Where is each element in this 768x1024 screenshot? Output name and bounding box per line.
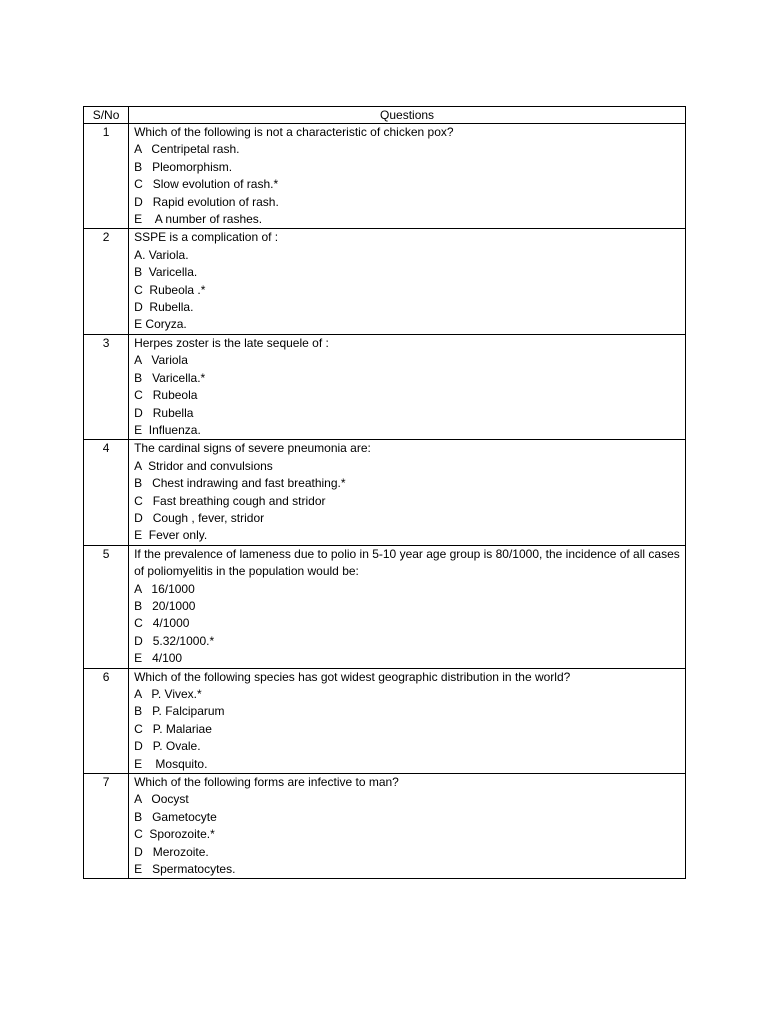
answer-option: A Centripetal rash. [134, 142, 240, 157]
answer-option: D Rapid evolution of rash. [134, 194, 279, 209]
answer-option: C Slow evolution of rash.* [134, 177, 279, 192]
question-number: 4 [84, 440, 129, 545]
answer-option: E 4/100 [134, 651, 183, 666]
answer-option: A 16/1000 [134, 581, 195, 596]
question-text: Which of the following species has got widest geographic distribution in the world? [134, 669, 571, 684]
question-row [84, 774, 686, 879]
header-questions: Questions [129, 107, 686, 124]
question-row [84, 124, 686, 229]
question-text: Which of the following is not a characteristic of chicken pox? [134, 125, 454, 139]
answer-option: D Rubella. [134, 300, 194, 315]
answer-option: A Oocyst [134, 792, 189, 807]
question-cell [129, 124, 686, 229]
answer-option: B Pleomorphism. [134, 159, 233, 174]
header-sno: S/No [84, 107, 129, 124]
answer-option: B Chest indrawing and fast breathing.* [134, 476, 346, 491]
answer-option: E Influenza. [134, 422, 201, 437]
question-row [84, 334, 686, 439]
answer-option: C Rubeola [134, 388, 198, 403]
answer-option: E Mosquito. [134, 756, 208, 771]
answer-option: A Variola [134, 353, 188, 368]
answer-option: B 20/1000 [134, 598, 196, 613]
question-number: 5 [84, 545, 129, 668]
answer-option: E Fever only. [134, 528, 208, 543]
question-row [84, 668, 686, 773]
question-number: 6 [84, 668, 129, 773]
answer-option: B Varicella.* [134, 370, 206, 385]
question-text: Herpes zoster is the late sequele of : [134, 335, 329, 350]
question-row [84, 440, 686, 545]
question-row [84, 229, 686, 334]
answer-option: C Rubeola .* [134, 282, 206, 297]
header-row [84, 107, 686, 124]
question-number: 3 [84, 334, 129, 439]
question-cell [129, 668, 686, 773]
answer-option: C P. Malariae [134, 721, 212, 736]
answer-option: E Coryza. [134, 317, 187, 332]
answer-option: B Gametocyte [134, 809, 217, 824]
questions-body [84, 124, 686, 879]
answer-option: E Spermatocytes. [134, 862, 236, 877]
question-text: Which of the following forms are infective to man? [134, 775, 399, 790]
answer-option: B P. Falciparum [134, 704, 225, 719]
answer-option: A. Variola. [134, 247, 189, 262]
question-number: 1 [84, 124, 129, 229]
question-cell [129, 440, 686, 545]
answer-option: D Rubella [134, 405, 194, 420]
answer-option: C Sporozoite.* [134, 827, 215, 842]
answer-option: A Stridor and convulsions [134, 458, 273, 473]
question-text: SSPE is a complication of : [134, 230, 279, 245]
question-cell [129, 545, 686, 668]
answer-option: E A number of rashes. [134, 212, 263, 227]
question-cell [129, 334, 686, 439]
question-row [84, 545, 686, 668]
answer-option: D Cough , fever, stridor [134, 510, 265, 525]
answer-option: D P. Ovale. [134, 739, 201, 754]
answer-option: C 4/1000 [134, 616, 190, 631]
question-number: 2 [84, 229, 129, 334]
questions-table [83, 106, 686, 879]
question-number: 7 [84, 774, 129, 879]
question-text: If the prevalence of lameness due to polio in 5-10 year age group is 80/1000, the incidence of all cases of poliomyelitis in the population would be: [134, 546, 680, 579]
answer-option: A P. Vivex.* [134, 687, 202, 701]
question-text: The cardinal signs of severe pneumonia are: [134, 441, 371, 456]
answer-option: C Fast breathing cough and stridor [134, 493, 326, 508]
answer-option: B Varicella. [134, 265, 198, 280]
answer-option: D Merozoite. [134, 844, 209, 859]
question-cell [129, 229, 686, 334]
question-cell [129, 774, 686, 879]
answer-option: D 5.32/1000.* [134, 633, 215, 648]
